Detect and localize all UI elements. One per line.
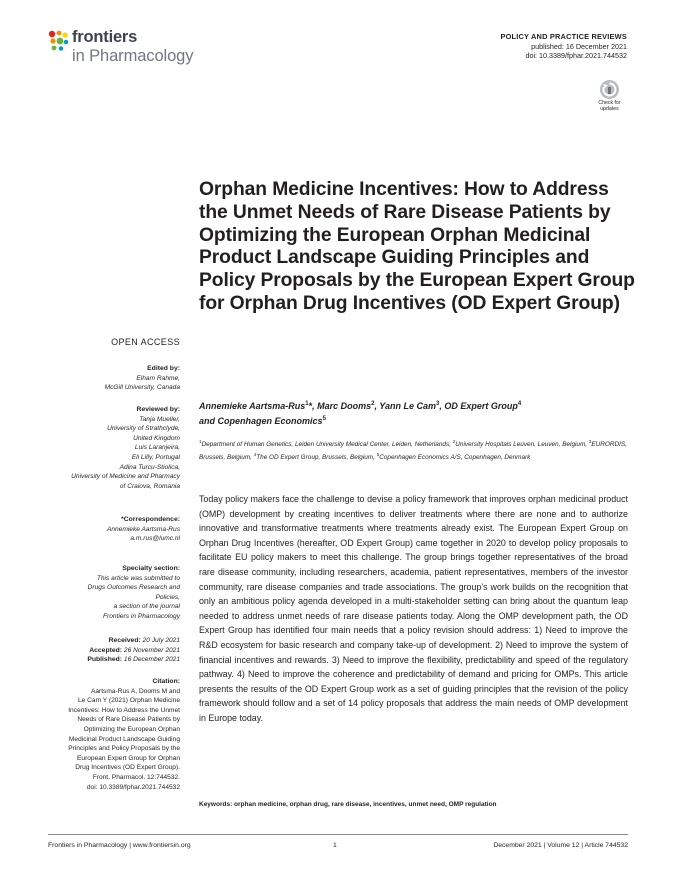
edited-by-label: Edited by: [147, 365, 180, 372]
affiliation-marker: 5 [322, 416, 326, 422]
logo-journal-text: in Pharmacology [72, 47, 194, 65]
sidebar-line: Aartsma-Rus A, Dooms M and [90, 687, 180, 695]
sidebar-line: Drugs Outcomes Research and [87, 584, 180, 592]
sidebar-line: Adina Turcu-Stiolica, [119, 463, 180, 471]
affiliation-text: EURORDIS, Brussels, Belgium, [199, 441, 627, 462]
citation-lines [30, 687, 180, 793]
affiliation-marker: 2 [371, 401, 375, 407]
sidebar-line: of Craiova, Romania [119, 482, 180, 490]
sidebar-line: University of Strathclyde, [107, 425, 180, 433]
affiliation-number: 3 [588, 439, 592, 444]
author-conjunction: and [199, 416, 216, 426]
keywords-label: Keywords: [199, 801, 233, 808]
check-updates-label: Check for updates [598, 100, 621, 112]
author-name[interactable]: Marc Dooms [317, 401, 372, 411]
sidebar-line: McGill University, Canada [104, 384, 180, 392]
affiliation-text: Copenhagen Economics A/S, Copenhagen, Denmark [379, 454, 531, 462]
published-date-sidebar: 16 December 2021 [123, 656, 180, 664]
keywords-text: orphan medicine, orphan drug, rare disease, incentives, unmet need, OMP regulation [234, 801, 497, 808]
affiliation-text: The OD Expert Group, Brussels, Belgium, [256, 454, 375, 462]
author-name[interactable]: Annemieke Aartsma-Rus [199, 401, 306, 411]
accepted-label: Accepted: [89, 646, 123, 654]
corresponding-marker: * [308, 401, 313, 411]
sidebar-line[interactable]: doi: 10.3389/fphar.2021.744532 [86, 783, 180, 791]
affiliation-text: University Hospitals Leuven, Leuven, Belgium, [455, 441, 588, 449]
article-header-info [500, 32, 627, 61]
affiliations [199, 437, 629, 463]
frontiers-dots-icon [48, 30, 70, 52]
affiliation-text: Department of Human Genetics, Leiden University Medical Center, Leiden, Netherlands, [201, 441, 451, 449]
affiliation-number: 4 [253, 451, 257, 457]
edited-by-section [30, 364, 180, 393]
specialty-lines [30, 574, 180, 622]
author-name[interactable]: Copenhagen Economics [217, 416, 323, 426]
affiliation-number: 2 [452, 439, 456, 444]
sidebar-line: Needs of Rare Disease Patients by [77, 716, 180, 724]
specialty-section [30, 564, 180, 622]
accepted-date: 26 November 2021 [123, 646, 180, 654]
author-list: Annemieke Aartsma-Rus$^1$*, Marc Dooms$^2$, Yann Le Cam$^3$, OD Expert Group$^4$ and Copenhagen Economics$^5$ [199, 401, 522, 426]
affiliation-number: 1 [199, 439, 202, 444]
sidebar-line: European Expert Group for Orphan [77, 754, 180, 762]
sidebar-line: Front. Pharmacol. 12:744532. [92, 773, 180, 781]
received-date: 20 July 2021 [142, 637, 180, 644]
affiliation-number: 5 [376, 451, 380, 457]
sidebar-line[interactable]: a.m.rus@lumc.nl [130, 535, 180, 543]
footer-volume: December 2021 | Volume 12 | Article 744532 [493, 842, 628, 849]
footer-journal[interactable]: Frontiers in Pharmacology | www.frontiersin.org [48, 842, 191, 849]
author-name[interactable]: OD Expert Group [444, 401, 518, 411]
journal-logo [48, 28, 208, 68]
reviewed-by-label: Reviewed by: [136, 406, 180, 413]
correspondence-label: *Correspondence: [121, 516, 180, 523]
dates-section [30, 636, 180, 665]
sidebar-line: Le Cam Y (2021) Orphan Medicine [77, 697, 180, 705]
published-label: Published: [87, 656, 123, 664]
footer-page-number: 1 [333, 842, 337, 849]
sidebar-line: Optimizing the European Orphan [83, 725, 180, 733]
sidebar-line: a section of the journal [113, 603, 180, 611]
sidebar-line: University of Medicine and Pharmacy [71, 473, 180, 481]
correspondence-section [30, 515, 180, 544]
affiliation-marker: 4 [517, 401, 522, 407]
affiliation-marker: 1 [305, 401, 309, 407]
author-name[interactable]: Yann Le Cam [379, 401, 436, 411]
edited-by-lines [30, 374, 180, 393]
sidebar-line: Elham Rahme, [136, 374, 180, 382]
sidebar-line: Policies, [155, 593, 180, 601]
check-for-updates-badge[interactable] [593, 80, 626, 116]
sidebar-line: Eli Lilly, Portugal [131, 453, 180, 461]
logo-frontiers-text: frontiers [72, 28, 138, 46]
correspondence-lines [30, 525, 180, 544]
check-updates-icon [600, 80, 619, 99]
sidebar-line: Luis Laranjeira, [134, 444, 180, 452]
specialty-label: Specialty section: [122, 565, 180, 572]
sidebar-line: Principles and Policy Proposals by the [68, 745, 180, 753]
reviewed-by-section [30, 405, 180, 491]
citation-label: Citation: [152, 678, 180, 685]
reviewed-by-lines [30, 415, 180, 492]
open-access-label: OPEN ACCESS [111, 337, 180, 347]
affiliation-marker: 3 [435, 401, 440, 407]
article-doi[interactable]: doi: 10.3389/fphar.2021.744532 [525, 51, 627, 61]
keywords [199, 801, 628, 808]
sidebar-line: Tanja Mueller, [139, 415, 180, 423]
sidebar-line: Frontiers in Pharmacology [103, 612, 180, 620]
sidebar-line: Drug Incentives (OD Expert Group). [75, 764, 180, 772]
published-date: published: 16 December 2021 [531, 41, 627, 51]
sidebar-line: Annemieke Aartsma-Rus [106, 525, 180, 533]
footer-divider [48, 834, 628, 835]
sidebar-line: This article was submitted to [96, 574, 180, 582]
abstract: Today policy makers face the challenge to devise a policy framework that improves orphan medicinal product (OMP) development by creating incentives to deliver treatments where there are none and to authorize innovative and transformative treatments where treatments already exist. The European Expert Group on Orphan Drug Incentives (hereafter, OD Expert Group) came together in 2020 to develop policy proposals to facilitate EU policy makers to meet this challenge. The group brings together representatives of the broad rare disease community, including researchers, academia, patient representatives, members of the investor community, rare disease companies and trade associations. The group’s work builds on the recognition that only an ambitious policy agenda developed in a multi-stakeholder setting can bring about the quantum leap needed to address unmet needs of rare disease patients today. Along the OMP development path, the OD Expert Group has identified four main needs that a policy revision should address: 1) Need to improve the R&D ecosystem for basic research and company take-up of development. 2) Need to improve the system of financial incentives and rewards. 3) Need to improve the flexibility, predictability and speed of the regulatory pathway. 4) Need to improve the coherence and predictability of demand and pricing for OMPs. This article presents the results of the OD Expert Group work as a set of guiding principles that the revision of the policy framework should follow and a set of 14 policy proposals that address the main needs of OMP development in Europe today. [199, 494, 628, 723]
received-label: Received: [108, 637, 141, 644]
sidebar-line: Medicinal Product Landscape Guiding [68, 735, 180, 743]
sidebar-line: United Kingdom [133, 434, 180, 442]
article-title: Orphan Medicine Incentives: How to Address the Unmet Needs of Rare Disease Patients by Optimizing the European Orphan Medicinal Product Landscape Guiding Principles and Policy Proposals by the European Expert Group for Orphan Drug Incentives (OD Expert Group) [199, 179, 635, 314]
citation-section [30, 677, 180, 792]
sidebar-line: Incentives: How to Address the Unmet [68, 706, 180, 714]
article-type: POLICY AND PRACTICE REVIEWS [500, 32, 627, 41]
